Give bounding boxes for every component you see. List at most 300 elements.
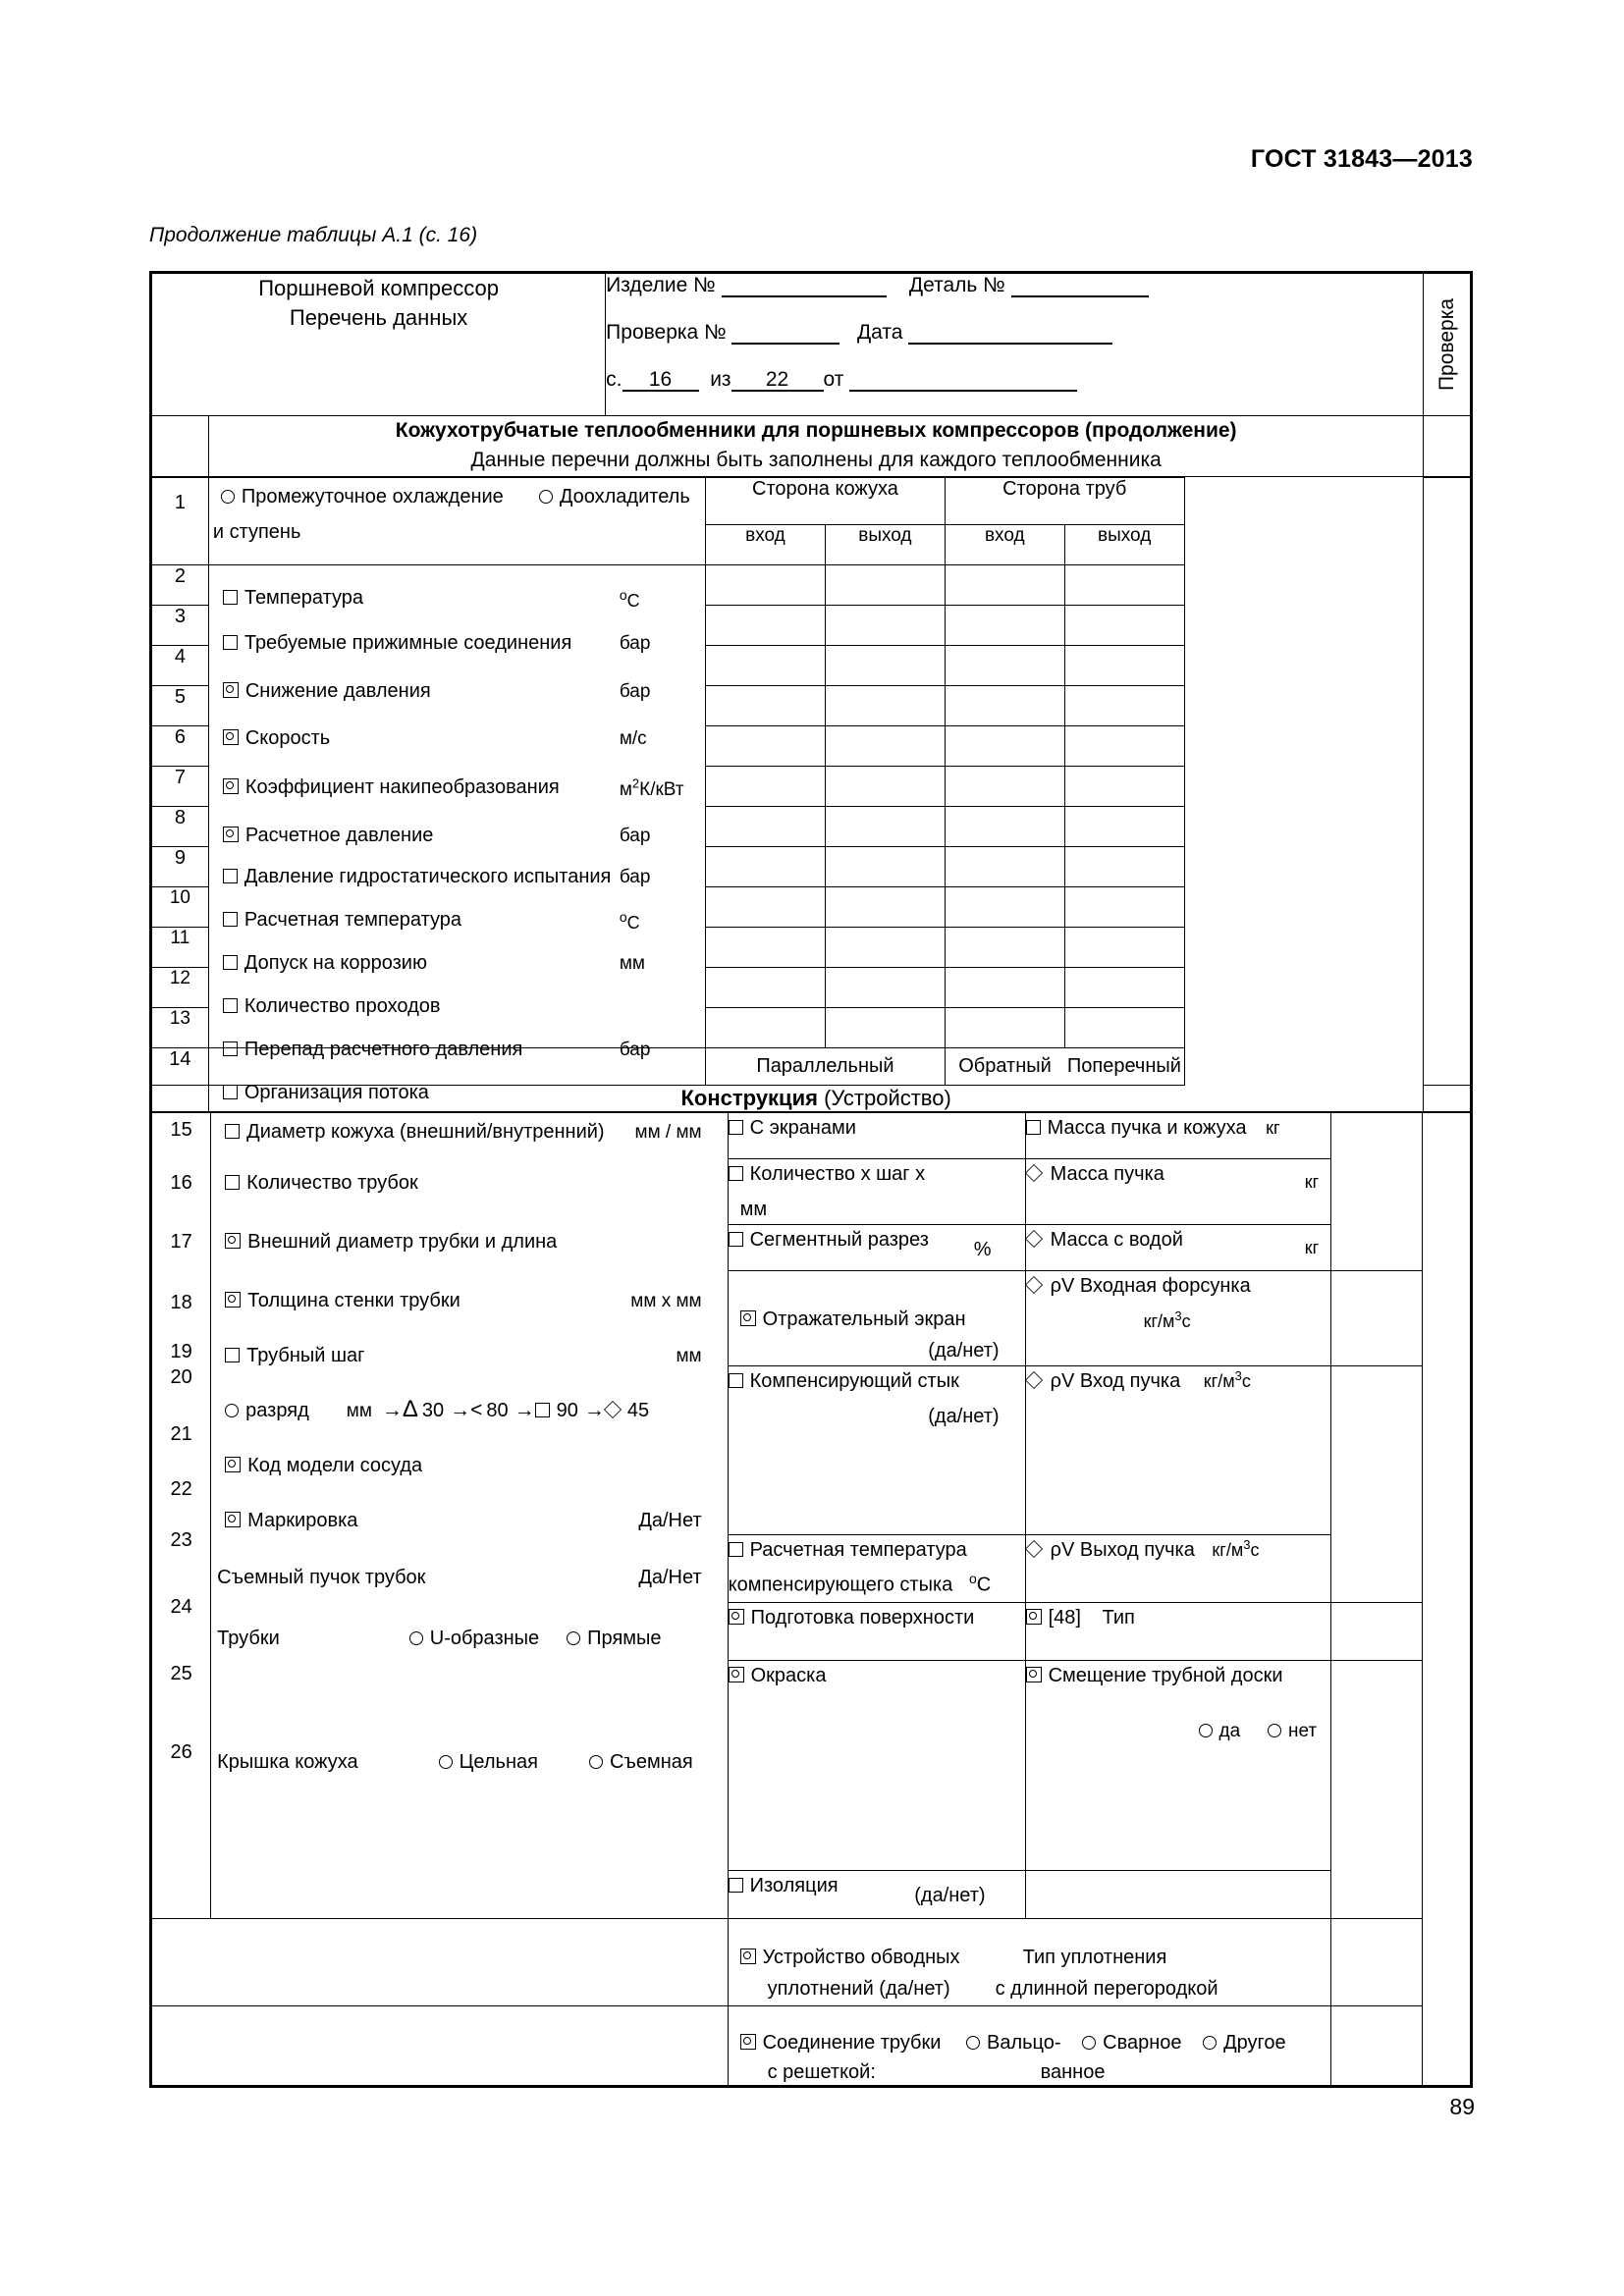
checkbox-icon[interactable] xyxy=(223,635,238,650)
value-cell[interactable] xyxy=(706,1007,826,1047)
value-cell[interactable] xyxy=(945,564,1064,605)
construction-left-label-2: Съемный пучок трубок xyxy=(217,1566,426,1588)
diamond-icon[interactable] xyxy=(1025,1371,1043,1389)
option-aftercooler-label: Доохладитель xyxy=(559,485,690,507)
column-header-tube-side: Сторона труб xyxy=(945,477,1184,524)
standard-number: ГОСТ 31843—2013 xyxy=(1250,145,1473,173)
construction-left-label: Толщина стенки трубки xyxy=(247,1289,460,1311)
checkbox-icon[interactable] xyxy=(729,1120,743,1135)
parameter-row[interactable] xyxy=(223,825,434,847)
value-cell[interactable] xyxy=(706,806,826,846)
form-title-line-1: Поршневой компрессор xyxy=(258,276,499,300)
check-column-body-2 xyxy=(1422,1112,1470,2085)
value-cell[interactable] xyxy=(825,685,945,725)
form-title-cell xyxy=(152,274,606,416)
construction-left-pane xyxy=(211,1112,728,1918)
value-cell[interactable] xyxy=(825,564,945,605)
flow-option-parallel[interactable]: Параллельный xyxy=(706,1047,946,1085)
value-cell[interactable] xyxy=(1064,1007,1184,1047)
mid-row-count-pitch[interactable] xyxy=(728,1158,1025,1224)
parameter-unit: бар xyxy=(619,632,651,654)
parameter-row[interactable] xyxy=(223,587,363,610)
construction-row-number: 23 xyxy=(170,1528,192,1551)
form-title-line-2: Перечень данных xyxy=(289,304,468,330)
rank-step-value: 90 xyxy=(556,1399,578,1421)
check-vertical-label: Проверка xyxy=(1435,297,1458,392)
diamond-icon[interactable] xyxy=(604,1401,622,1418)
cover-row[interactable] xyxy=(217,1751,693,1774)
right-row-tubesheet-shift[interactable] xyxy=(1025,1660,1331,1870)
title-band-table xyxy=(151,273,1471,416)
less-than-icon[interactable]: < xyxy=(470,1398,483,1421)
check-column-body xyxy=(1424,477,1471,1085)
check-column-header xyxy=(1424,274,1471,416)
check-cell[interactable] xyxy=(1331,1918,1422,2005)
construction-heading-main: Конструкция xyxy=(680,1085,818,1110)
value-cell[interactable] xyxy=(945,685,1064,725)
value-cell[interactable] xyxy=(706,886,826,927)
parameter-label: Допуск на коррозию xyxy=(244,951,427,974)
value-cell[interactable] xyxy=(825,927,945,967)
parameter-label: Расчетная температура xyxy=(244,908,461,931)
rank-row[interactable] xyxy=(225,1395,650,1422)
construction-left-label-2: Маркировка xyxy=(247,1509,358,1531)
checkbox-icon[interactable] xyxy=(225,1124,240,1139)
column-header-shell-side: Сторона кожуха xyxy=(706,477,946,524)
right-row-bundle-out[interactable] xyxy=(1025,1534,1331,1602)
parameters-label-column xyxy=(208,564,705,1103)
right-label-mass-water: Масса с водой xyxy=(1050,1228,1183,1251)
tubes-option-u: U-образные xyxy=(429,1627,540,1649)
checkbox-checked-icon[interactable] xyxy=(223,827,239,842)
construction-row-number: 22 xyxy=(170,1477,192,1500)
cooler-options-cell xyxy=(208,477,705,564)
cover-label: Крышка кожуха xyxy=(217,1750,358,1773)
checkbox-checked-icon[interactable] xyxy=(223,682,239,698)
subheader-shell-out: выход xyxy=(825,524,945,564)
section-heading-cell xyxy=(209,416,1424,476)
checkbox-checked-icon[interactable] xyxy=(729,1667,744,1682)
rank-step-value: 30 xyxy=(421,1399,445,1421)
value-cell[interactable] xyxy=(945,766,1064,806)
right-label-bundle-out: ρV Выход пучка xyxy=(1050,1538,1195,1561)
right-unit-bundle-shell-mass: кг xyxy=(1266,1117,1280,1138)
construction-left-label-2: Код модели сосуда xyxy=(247,1454,423,1476)
option-intercooling[interactable] xyxy=(221,486,504,508)
circle-icon[interactable] xyxy=(567,1631,580,1645)
checkbox-checked-icon[interactable] xyxy=(1026,1667,1042,1682)
check-input[interactable] xyxy=(731,323,839,345)
value-cell[interactable] xyxy=(825,645,945,685)
value-cell[interactable] xyxy=(706,725,826,766)
tube-joint-label-line2: с решеткой: xyxy=(767,2060,876,2083)
construction-left-unit: мм х мм xyxy=(630,1290,702,1311)
circle-icon xyxy=(221,490,235,504)
construction-row-number: 20 xyxy=(170,1365,192,1388)
checkbox-icon[interactable] xyxy=(223,912,238,927)
value-cell[interactable] xyxy=(706,846,826,886)
value-cell[interactable] xyxy=(1064,645,1184,685)
parameter-label: Коэффициент накипеобразования xyxy=(244,775,560,798)
circle-icon[interactable] xyxy=(1203,2036,1217,2050)
value-cell[interactable] xyxy=(706,766,826,806)
of-value[interactable]: 22 xyxy=(731,368,824,392)
parameter-row[interactable] xyxy=(223,680,431,703)
right-unit-bundle-mass: кг xyxy=(1304,1171,1320,1192)
flow-option-cross[interactable]: Поперечный xyxy=(1064,1047,1184,1085)
arrow-icon: → xyxy=(583,1398,605,1421)
parameter-unit: бар xyxy=(619,1039,651,1060)
construction-row-number: 19 xyxy=(170,1340,192,1362)
check-cell[interactable] xyxy=(1331,1602,1422,1660)
option-intercooling-label: Промежуточное охлаждение xyxy=(241,485,504,507)
row-number-12: 12 xyxy=(152,967,209,1007)
value-cell[interactable] xyxy=(945,927,1064,967)
mid-row-joint-design-temp[interactable] xyxy=(728,1534,1025,1602)
checkbox-icon[interactable] xyxy=(729,1878,743,1893)
construction-left-unit: мм xyxy=(676,1345,702,1366)
mid-label-count-pitch: Количество х шаг х xyxy=(749,1162,926,1185)
part-label: Деталь № xyxy=(908,274,1005,296)
right-type-ref: [48] xyxy=(1048,1606,1081,1629)
value-cell[interactable] xyxy=(825,846,945,886)
checkbox-checked-icon[interactable] xyxy=(223,778,239,794)
row-number-13: 13 xyxy=(152,1007,209,1047)
bypass-right-line2: с длинной перегородкой xyxy=(995,1977,1218,2000)
triangle-icon[interactable]: Δ xyxy=(402,1395,418,1422)
construction-left-label: Внешний диаметр трубки и длина xyxy=(247,1230,558,1253)
parameter-unit: бар xyxy=(619,825,651,846)
circle-icon[interactable] xyxy=(1268,1724,1281,1737)
right-type-label: Тип xyxy=(1102,1606,1135,1629)
value-cell[interactable] xyxy=(825,806,945,846)
mid-note-count-pitch: мм xyxy=(739,1198,768,1220)
bypass-right-line1: Тип уплотнения xyxy=(1022,1946,1167,1968)
value-cell[interactable] xyxy=(825,886,945,927)
mid-row-insulation[interactable] xyxy=(728,1870,1025,1918)
checkbox-checked-icon[interactable] xyxy=(223,729,239,745)
from-input[interactable] xyxy=(849,370,1077,392)
parameter-row[interactable] xyxy=(223,909,461,932)
right-unit-inlet-nozzle: $кг/м^3с$ xyxy=(1143,1308,1191,1331)
mid-row-baffle[interactable] xyxy=(728,1270,1025,1365)
value-cell[interactable] xyxy=(1064,806,1184,846)
check-cell[interactable] xyxy=(1331,2005,1422,2085)
checkbox-icon[interactable] xyxy=(223,1041,238,1056)
construction-row-number: 18 xyxy=(170,1291,192,1313)
construction-left-row-2[interactable] xyxy=(217,1567,425,1589)
checkbox-checked-icon[interactable] xyxy=(225,1292,241,1308)
date-label: Дата xyxy=(856,321,903,344)
construction-row-number: 17 xyxy=(170,1230,192,1253)
rank-label: разряд xyxy=(245,1399,309,1421)
checkbox-icon[interactable] xyxy=(729,1542,743,1557)
construction-heading-sub: (Устройство) xyxy=(817,1085,951,1110)
right-unit-bundle-in: $кг/м^3с$ xyxy=(1203,1367,1251,1391)
row-number-3: 3 xyxy=(152,605,209,645)
bypass-label-line1: Устройство обводных xyxy=(762,1946,960,1968)
right-row-type[interactable] xyxy=(1025,1602,1331,1660)
value-cell[interactable] xyxy=(825,725,945,766)
tubes-label: Трубки xyxy=(217,1627,280,1649)
circle-icon[interactable] xyxy=(439,1755,453,1769)
value-cell[interactable] xyxy=(945,806,1064,846)
row-number-11: 11 xyxy=(152,927,209,967)
value-cell[interactable] xyxy=(1064,886,1184,927)
tube-joint-option-rolled: Вальцо- xyxy=(987,2031,1061,2054)
row-number-6: 6 xyxy=(152,725,209,766)
section-heading-main: Кожухотрубчатые теплообменники для поршневых компрессоров (продолжение) xyxy=(395,419,1237,442)
checkbox-checked-icon[interactable] xyxy=(225,1233,241,1249)
tubesheet-shift-options xyxy=(1199,1716,1318,1746)
mid-unit-insulation: (да/нет) xyxy=(914,1884,986,1906)
value-cell[interactable] xyxy=(706,605,826,645)
arrow-icon: → xyxy=(381,1398,403,1421)
value-cell[interactable] xyxy=(945,886,1064,927)
parameter-unit: мм xyxy=(619,952,645,974)
mid-label-expansion-joint: Компенсирующий стык xyxy=(749,1369,959,1392)
row-number-2: 2 xyxy=(152,564,209,605)
parameter-unit: м/с xyxy=(619,727,647,749)
tubes-row[interactable] xyxy=(217,1628,661,1650)
value-cell[interactable] xyxy=(1064,685,1184,725)
value-cell[interactable] xyxy=(825,605,945,645)
rank-unit: мм xyxy=(346,1400,372,1421)
parameter-row[interactable] xyxy=(223,866,612,888)
checkbox-checked-icon[interactable] xyxy=(740,1310,756,1326)
check-cell[interactable] xyxy=(1331,1660,1422,1918)
construction-left-row[interactable] xyxy=(225,1231,557,1254)
section-heading-table xyxy=(151,416,1471,477)
square-icon[interactable] xyxy=(535,1403,550,1417)
construction-left-row[interactable] xyxy=(225,1172,418,1195)
right-row-bundle-in[interactable] xyxy=(1025,1365,1331,1534)
mid-note-joint-design-temp: компенсирующего стыка $^o$C xyxy=(728,1570,992,1596)
check-line xyxy=(606,321,1423,345)
bypass-label-line2: уплотнений (да/нет) xyxy=(767,1977,950,2000)
section-heading-sub: Данные перечни должны быть заполнены для каждого теплообменника xyxy=(470,449,1162,472)
value-cell[interactable] xyxy=(1064,564,1184,605)
row-number-9: 9 xyxy=(152,846,209,886)
check-cell[interactable] xyxy=(1331,1365,1422,1602)
checkbox-checked-icon[interactable] xyxy=(225,1512,241,1527)
right-row-bundle-shell-mass[interactable] xyxy=(1025,1112,1331,1158)
circle-icon[interactable] xyxy=(1199,1724,1213,1737)
value-cell[interactable] xyxy=(706,564,826,605)
mid-row-screens[interactable] xyxy=(728,1112,1025,1158)
right-label-bundle-shell-mass: Масса пучка и кожуха xyxy=(1047,1116,1247,1139)
flow-option-counter[interactable]: Обратный xyxy=(945,1047,1064,1085)
value-cell[interactable] xyxy=(1064,846,1184,886)
checkbox-checked-icon[interactable] xyxy=(225,1457,241,1472)
row-number-7: 7 xyxy=(152,766,209,806)
form-frame xyxy=(149,271,1473,2088)
parameter-label: Давление гидростатического испытания xyxy=(244,865,612,887)
value-cell[interactable] xyxy=(945,645,1064,685)
parameter-label: Перепад расчетного давления xyxy=(244,1038,523,1060)
product-line xyxy=(606,274,1423,297)
checkbox-checked-icon[interactable] xyxy=(740,2034,756,2050)
construction-row-number: 15 xyxy=(170,1118,192,1141)
arrow-icon: → xyxy=(514,1398,535,1421)
value-cell[interactable] xyxy=(706,967,826,1007)
subheader-shell-in: вход xyxy=(706,524,826,564)
check-cell[interactable] xyxy=(1331,1112,1422,1270)
from-label: от xyxy=(823,368,844,391)
check-cell[interactable] xyxy=(1331,1270,1422,1365)
stage-label: и ступень xyxy=(212,520,301,543)
subheader-tube-out: выход xyxy=(1064,524,1184,564)
right-row-bundle-mass[interactable] xyxy=(1025,1158,1331,1224)
right-row-mass-water[interactable] xyxy=(1025,1224,1331,1270)
mid-row-segment-cut[interactable] xyxy=(728,1224,1025,1270)
construction-left-row-2[interactable] xyxy=(225,1510,357,1532)
value-cell[interactable] xyxy=(706,645,826,685)
checkbox-icon[interactable] xyxy=(1026,1120,1041,1135)
value-cell[interactable] xyxy=(706,685,826,725)
bypass-seal-row[interactable] xyxy=(728,1918,1331,2005)
circle-icon[interactable] xyxy=(1082,2036,1096,2050)
parameter-label: Температура xyxy=(244,586,363,609)
value-cell[interactable] xyxy=(825,766,945,806)
parameter-row[interactable] xyxy=(223,632,571,655)
value-cell[interactable] xyxy=(1064,766,1184,806)
mid-row-painting[interactable] xyxy=(728,1660,1025,1870)
value-cell[interactable] xyxy=(825,1007,945,1047)
checkbox-checked-icon[interactable] xyxy=(1026,1609,1042,1625)
construction-row-numbers xyxy=(152,1112,211,1918)
parameter-label: Расчетное давление xyxy=(244,824,434,846)
checkbox-icon[interactable] xyxy=(729,1166,743,1181)
parameter-label: Скорость xyxy=(244,726,331,749)
right-row-inlet-nozzle[interactable] xyxy=(1025,1270,1331,1365)
mid-unit-segment-cut: % xyxy=(973,1238,992,1260)
checkbox-icon[interactable] xyxy=(223,590,238,605)
circle-icon[interactable] xyxy=(966,2036,980,2050)
checkbox-icon[interactable] xyxy=(225,1348,240,1362)
subheader-tube-in: вход xyxy=(945,524,1064,564)
tubes-option-straight: Прямые xyxy=(587,1627,662,1649)
right-label-bundle-in: ρV Вход пучка xyxy=(1050,1369,1181,1392)
value-cell[interactable] xyxy=(945,1007,1064,1047)
page-value[interactable]: 16 xyxy=(623,368,699,392)
pagination-line xyxy=(606,368,1423,392)
checkbox-icon[interactable] xyxy=(223,869,238,883)
parameter-label: Снижение давления xyxy=(244,679,431,702)
right-unit-bundle-out: $кг/м^3с$ xyxy=(1212,1536,1260,1560)
check-label: Проверка № xyxy=(606,321,727,344)
product-label: Изделие № xyxy=(606,274,716,296)
mid-label-joint-design-temp: Расчетная температура xyxy=(749,1538,967,1561)
checkbox-icon[interactable] xyxy=(223,998,238,1013)
parameter-row[interactable] xyxy=(223,727,330,750)
checkbox-icon[interactable] xyxy=(223,955,238,970)
value-cell[interactable] xyxy=(825,967,945,1007)
construction-left-row[interactable] xyxy=(225,1121,604,1144)
value-cell[interactable] xyxy=(1064,605,1184,645)
parameter-row[interactable] xyxy=(223,952,427,975)
row-number-10: 10 xyxy=(152,886,209,927)
parameter-row[interactable] xyxy=(223,1039,523,1061)
circle-icon[interactable] xyxy=(225,1404,239,1417)
circle-icon[interactable] xyxy=(409,1631,423,1645)
diamond-icon[interactable] xyxy=(1025,1540,1043,1558)
mid-row-surface-prep[interactable] xyxy=(728,1602,1025,1660)
mid-label-segment-cut: Сегментный разрез xyxy=(749,1228,929,1251)
construction-row-number: 16 xyxy=(170,1171,192,1194)
parameter-row[interactable] xyxy=(223,776,560,799)
circle-icon[interactable] xyxy=(589,1755,603,1769)
parameter-row[interactable] xyxy=(223,995,441,1018)
value-cell[interactable] xyxy=(1064,927,1184,967)
tubesheet-shift-yes: да xyxy=(1218,1720,1241,1741)
parameter-label: Количество проходов xyxy=(244,994,441,1017)
value-cell[interactable] xyxy=(945,605,1064,645)
value-cell[interactable] xyxy=(945,725,1064,766)
construction-left-label: Трубный шаг xyxy=(246,1344,365,1366)
value-cell[interactable] xyxy=(945,846,1064,886)
construction-left-row[interactable] xyxy=(225,1345,364,1367)
checkbox-checked-icon[interactable] xyxy=(729,1609,744,1625)
mid-row-expansion-joint[interactable] xyxy=(728,1365,1025,1534)
mid-note-baffle: (да/нет) xyxy=(928,1339,1000,1362)
construction-left-unit-2: Да/Нет xyxy=(638,1566,702,1588)
value-cell[interactable] xyxy=(1064,967,1184,1007)
mid-label-screens: С экранами xyxy=(749,1116,856,1139)
value-cell[interactable] xyxy=(945,967,1064,1007)
diamond-icon[interactable] xyxy=(1025,1230,1043,1248)
part-input[interactable] xyxy=(1011,276,1149,297)
mid-label-painting: Окраска xyxy=(750,1664,827,1686)
checkbox-icon[interactable] xyxy=(223,1085,238,1099)
tube-joint-option-welded: Сварное xyxy=(1103,2031,1182,2054)
mid-note-expansion-joint: (да/нет) xyxy=(928,1405,1000,1427)
option-aftercooler[interactable] xyxy=(539,486,690,508)
value-cell[interactable] xyxy=(706,927,826,967)
arrow-icon: → xyxy=(450,1398,471,1421)
mid-label-baffle: Отражательный экран xyxy=(762,1308,966,1330)
row-number-8: 8 xyxy=(152,806,209,846)
rank-step-value: 45 xyxy=(626,1399,650,1421)
checkbox-checked-icon[interactable] xyxy=(740,1949,756,1964)
parameter-label: Требуемые прижимные соединения xyxy=(244,631,572,654)
value-cell[interactable] xyxy=(1064,725,1184,766)
tube-joint-row[interactable] xyxy=(728,2005,1331,2085)
checkbox-icon[interactable] xyxy=(729,1373,743,1388)
diamond-icon[interactable] xyxy=(1025,1164,1043,1182)
cover-option-removable: Съемная xyxy=(609,1750,693,1773)
construction-left-row[interactable] xyxy=(225,1290,460,1312)
parameter-unit: $^o$C xyxy=(619,908,640,933)
parameter-row[interactable] xyxy=(223,1082,429,1104)
date-input[interactable] xyxy=(908,323,1112,345)
diamond-icon[interactable] xyxy=(1025,1276,1043,1294)
tubesheet-shift-no: нет xyxy=(1288,1720,1318,1741)
product-input[interactable] xyxy=(722,276,887,297)
checkbox-icon[interactable] xyxy=(225,1175,240,1190)
page-number: 89 xyxy=(1449,2094,1475,2119)
construction-left-label: Количество трубок xyxy=(246,1171,418,1194)
parameter-label: Организация потока xyxy=(244,1081,429,1103)
parameter-unit: $^o$C xyxy=(619,586,640,611)
parameter-unit: бар xyxy=(619,866,651,887)
construction-left-row-2[interactable] xyxy=(225,1455,422,1477)
tube-joint-option-rolled-line2: ванное xyxy=(1040,2060,1106,2083)
checkbox-icon[interactable] xyxy=(729,1232,743,1247)
right-label-inlet-nozzle: ρV Входная форсунка xyxy=(1050,1274,1251,1297)
construction-row-number: 26 xyxy=(170,1740,192,1763)
page-prefix-label: с. xyxy=(606,368,623,391)
